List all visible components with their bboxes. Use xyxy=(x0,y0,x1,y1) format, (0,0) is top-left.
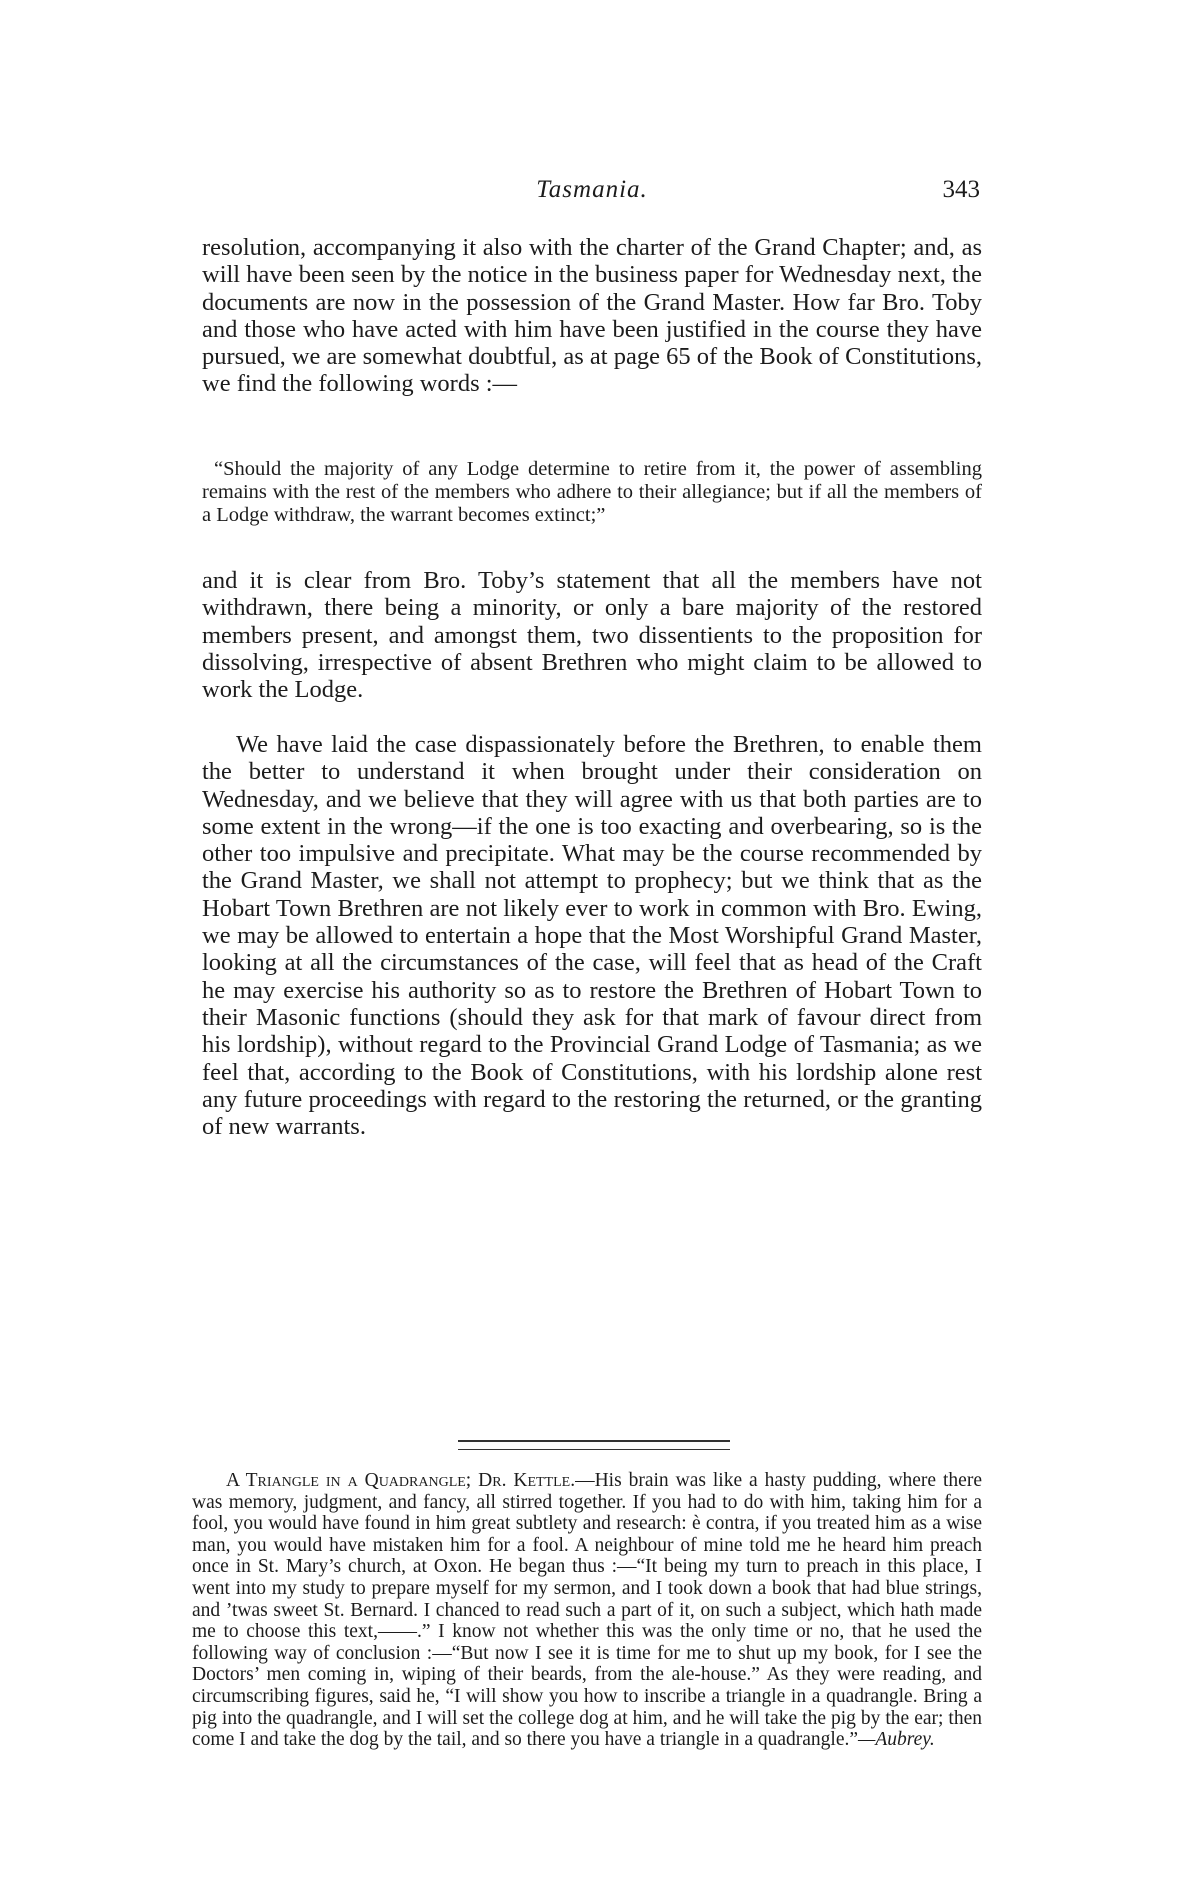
paragraph-conclusion: We have laid the case dispassionately before the Brethren, to enable them the better to understand it when brought under their consideration on Wednesday, and we believe that they will agree with us that both parties are to some extent in the wrong—if the one is too exacting and overbearing, so is the other too impulsive and precipitate. What may be the course recommended by the Grand Master, we shall not attempt to prophecy; but we think that as the Hobart Town Brethren are not likely ever to work in common with Bro. Ewing, we may be allowed to entertain a hope that the Most Worshipful Grand Master, looking at all the circumstances of the case, will feel that as head of the Craft he may exercise his authority so as to restore the Brethren of Hobart Town to their Masonic functions (should they ask for that mark of favour direct from his lordship), without regard to the Provincial Grand Lodge of Tasmania; as we feel that, according to the Book of Constitutions, with his lordship alone rest any future proceedings with regard to the restoring the returned, or the granting of new warrants. xyxy=(202,731,982,1141)
section-divider xyxy=(458,1440,730,1450)
footnote-text: —His brain was like a hasty pudding, where there was memory, judgment, and fancy, all stirred together. If you had to do with him, taking him for a fool, you would have found in him great subtlety and research: è contra, if you treated him as a wise man, you would have mistaken him for a fool. A neighbour of mine told me he heard him preach once in St. Mary’s church, at Oxon. He began thus :—“It being my turn to preach in this place, I went into my study to prepare myself for my sermon, and I took down a book that had blue strings, and ’twas sweet St. Bernard. I chanced to read such a part of it, on such a subject, which hath made me to choose this text,——.” I know not whether this was the only time or no, that he used the following way of conclusion :—“But now I see it is time for me to shut up my book, for I see the Doctors’ men coming in, wiping of their beards, from the ale-house.” As they were reading, and circumscribing figures, said he, “I will show you how to inscribe a triangle in a quadrangle. Bring a pig into the quadrangle, and I will set the college dog at him, and he will take the pig by the ear; then come I and take the dog by the tail, and so there you have a triangle in a quadrangle.” xyxy=(192,1470,982,1751)
anecdote-footnote xyxy=(192,1470,982,1751)
constitution-quotation: “Should the majority of any Lodge determine to retire from it, the power of assembling remains with the rest of the members who adhere to their allegiance; but if all the members of a Lodge withdraw, the warrant becomes extinct;” xyxy=(202,458,982,526)
running-head xyxy=(204,176,980,212)
paragraph-continuation: resolution, accompanying it also with the charter of the Grand Chapter; and, as will have been seen by the notice in the business paper for Wednesday next, the documents are now in the possession of the Grand Master. How far Bro. Toby and those who have acted with him have been justified in the course they have pursued, we are somewhat doubtful, as at page 65 of the Book of Constitutions, we find the following words :— xyxy=(202,234,982,398)
footnote-attribution: —Aubrey. xyxy=(858,1729,935,1751)
page-number: 343 xyxy=(942,176,980,203)
paragraph-statement: and it is clear from Bro. Toby’s statement that all the members have not withdrawn, there being a minority, or only a bare majority of the restored members present, and amongst them, two dissentients to the proposition for dissolving, irrespective of absent Brethren who might claim to be allowed to work the Lodge. xyxy=(202,567,982,704)
running-title: Tasmania. xyxy=(536,176,648,203)
footnote-heading: A Triangle in a Quadrangle; Dr. Kettle. xyxy=(226,1470,576,1491)
